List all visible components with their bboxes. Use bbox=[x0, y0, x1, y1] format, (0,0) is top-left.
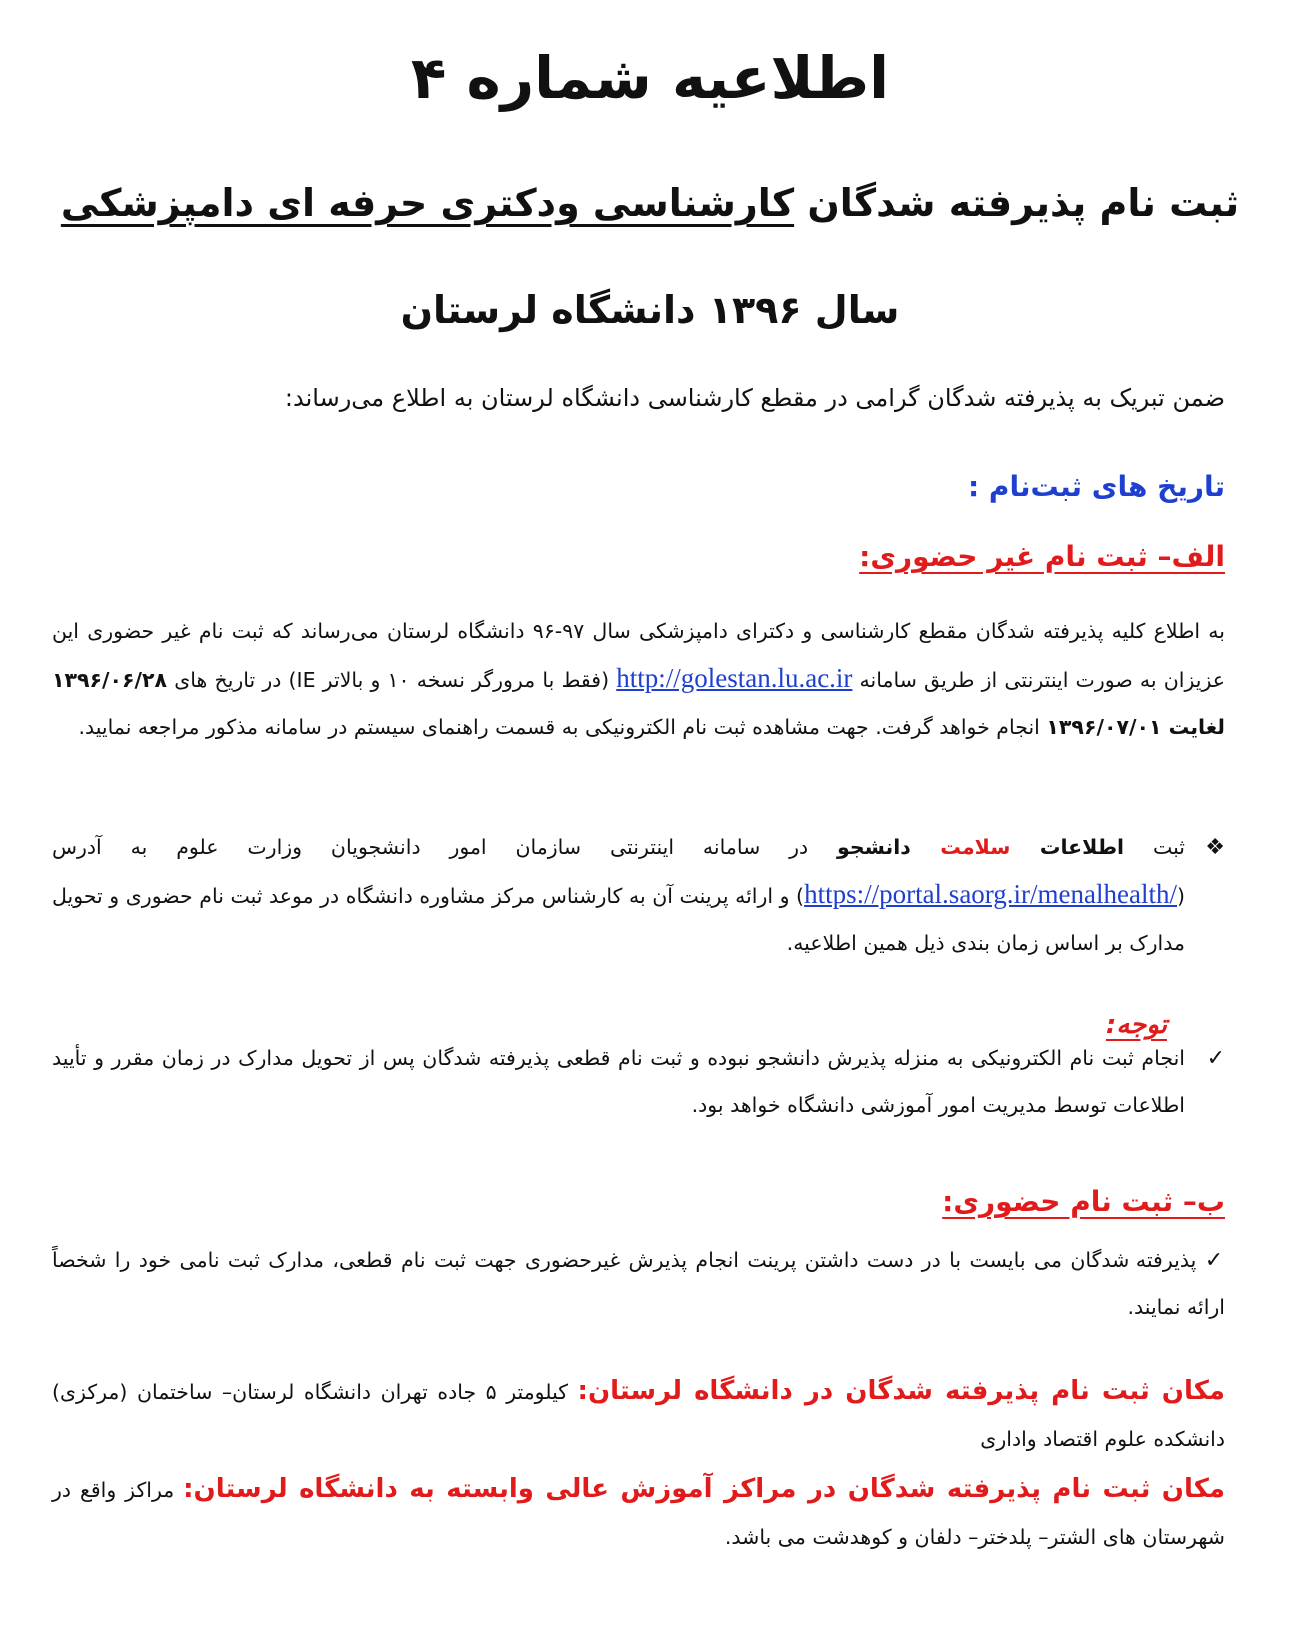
section-a-paragraph bbox=[52, 608, 1225, 751]
registration-date-range: ۱۳۹۶/۰۶/۲۸ لغایت ۱۳۹۶/۰۷/۰۱ bbox=[52, 668, 1225, 739]
place-affiliated-text: مراکز واقع در شهرستان های الشتر– پلدختر– دلفان و کوهدشت می باشد. bbox=[52, 1478, 1225, 1549]
place-affiliated-heading: مکان ثبت نام پذیرفته شدگان در مراکز آموزش عالی وابسته به دانشگاه لرستان: bbox=[183, 1474, 1225, 1504]
place-main-text: کیلومتر ۵ جاده تهران دانشگاه لرستان– ساختمان (مرکزی) دانشکده علوم اقتصاد واداری bbox=[52, 1380, 1225, 1451]
section-a-heading: الف– ثبت نام غیر حضوری: bbox=[859, 540, 1225, 573]
bullet-bold-info: اطلاعات bbox=[1010, 835, 1125, 859]
bullet-text-1: ثبت bbox=[1124, 835, 1185, 859]
note-bullet bbox=[52, 1035, 1225, 1129]
check-icon: ✓ bbox=[1206, 1046, 1225, 1071]
diamond-bullet-icon: ❖ bbox=[1205, 835, 1225, 860]
subtitle-registration bbox=[0, 178, 1300, 228]
section-b-heading: ب– ثبت نام حضوری: bbox=[942, 1185, 1225, 1218]
place-main-campus bbox=[52, 1368, 1225, 1463]
intro-text: ضمن تبریک به پذیرفته شدگان گرامی در مقطع کارشناسی دانشگاه لرستان به اطلاع می‌رساند: bbox=[284, 384, 1225, 412]
place-main-heading: مکان ثبت نام پذیرفته شدگان در دانشگاه لرستان: bbox=[577, 1376, 1225, 1406]
golestan-link[interactable]: http://golestan.lu.ac.ir bbox=[616, 663, 853, 693]
dates-heading: تاریخ های ثبت‌نام : bbox=[967, 470, 1225, 503]
note-heading: توجه: bbox=[1105, 1010, 1167, 1040]
subtitle-year-university: سال ۱۳۹۶ دانشگاه لرستان bbox=[400, 288, 900, 332]
section-a-text-2: (فقط با مرورگر نسخه ۱۰ و بالاتر IE) در تاریخ های bbox=[167, 668, 617, 692]
subtitle-underlined: کارشناسی ودکتری حرفه ای دامپزشکی bbox=[60, 181, 795, 225]
section-a-text-3: انجام خواهد گرفت. جهت مشاهده ثبت نام الکترونیکی به قسمت راهنمای سیستم در سامانه مذکور مراجعه نمایید. bbox=[78, 715, 1047, 739]
check-icon: ✓ bbox=[1204, 1248, 1225, 1273]
note-text: انجام ثبت نام الکترونیکی به منزله پذیرش دانشجو نبوده و ثبت نام قطعی پذیرفته شدگان پس از تحویل مدارک در زمان مقرر و تأیید اطلاعات توسط مدیریت امور آموزشی دانشگاه خواهد بود. bbox=[52, 1046, 1185, 1117]
health-info-bullet bbox=[52, 824, 1225, 967]
subtitle-part: ثبت نام پذیرفته شدگان bbox=[794, 181, 1240, 225]
place-affiliated-centers bbox=[52, 1466, 1225, 1561]
section-b-paragraph bbox=[52, 1237, 1225, 1331]
bullet-text-3: ) و ارائه پرینت آن به کارشناس مرکز مشاوره دانشگاه در موعد ثبت نام حضوری و تحویل مدارک بر اساس زمان بندی ذیل همین اطلاعیه. bbox=[52, 884, 1185, 955]
section-b-text: پذیرفته شدگان می بایست با در دست داشتن پرینت انجام پذیرش غیرحضوری جهت ثبت نام قطعی، مدارک ثبت نامی خود را شخصاً ارائه نمایند. bbox=[52, 1248, 1225, 1319]
saorg-link[interactable]: https://portal.saorg.ir/menalhealth/ bbox=[804, 879, 1177, 909]
bullet-text-2: در سامانه اینترنتی سازمان امور دانشجویان وزارت علوم به آدرس ( bbox=[52, 835, 1185, 908]
page-title: اطلاعیه شماره ۴ bbox=[410, 44, 890, 112]
bullet-red-health: سلامت bbox=[940, 835, 1011, 859]
section-a-text-1: به اطلاع کلیه پذیرفته شدگان مقطع کارشناسی و دکترای دامپزشکی سال ۹۷-۹۶ دانشگاه لرستان می‌رساند که ثبت نام غیر حضوری این عزیزان به صورت اینترنتی از طریق سامانه bbox=[52, 619, 1226, 692]
bullet-bold-student: دانشجو bbox=[837, 835, 941, 859]
